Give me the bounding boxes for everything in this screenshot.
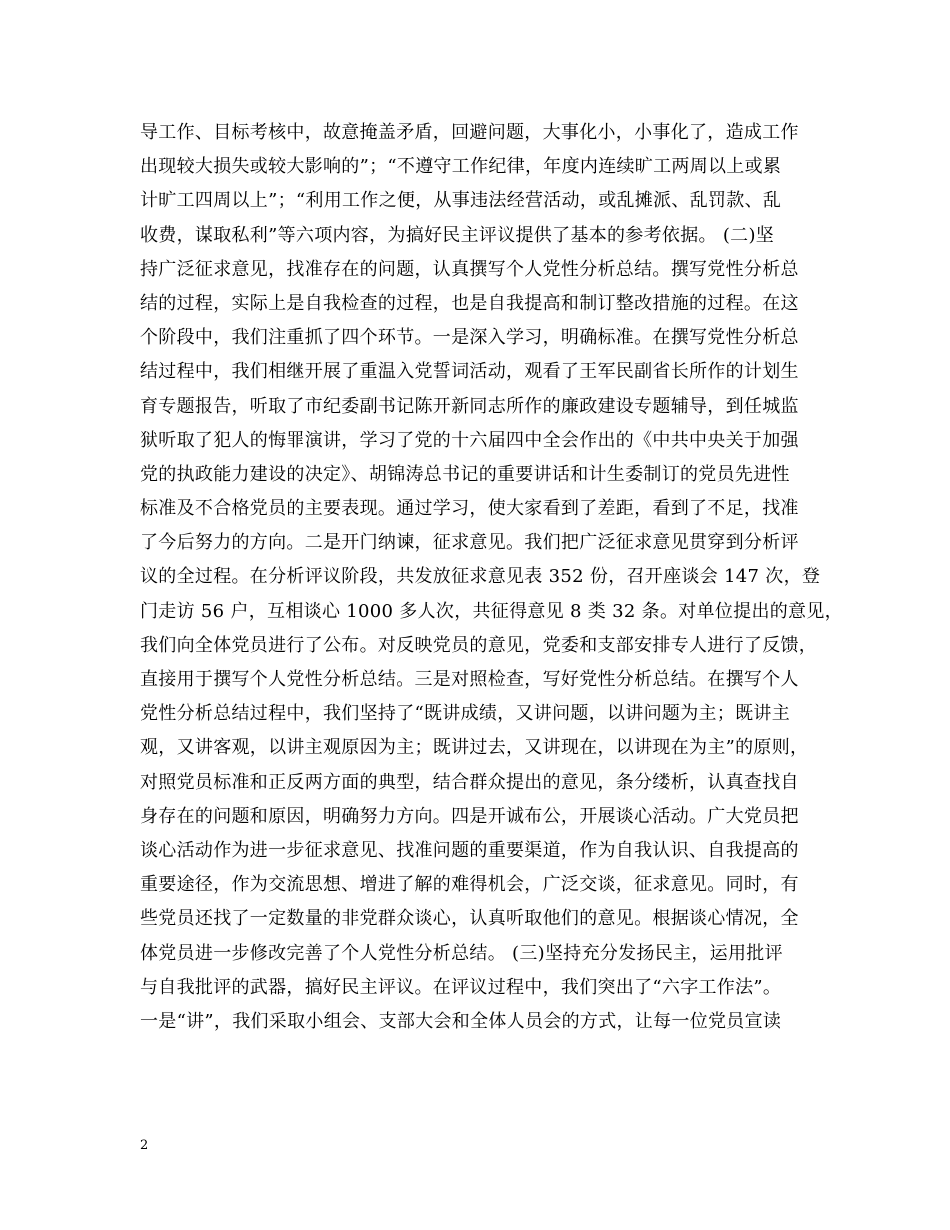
text-line: 导工作、目标考核中，故意掩盖矛盾，回避问题，大事化小，小事化了，造成工作: [140, 122, 799, 143]
text-line: 体党员进一步修改完善了个人党性分析总结。 (三)坚持充分发扬民主，运用批评: [140, 942, 783, 964]
text-line: 观，又讲客观，以讲主观原因为主；既讲过去，又讲现在，以讲现在为主”的原则，: [140, 737, 809, 759]
text-line: 育专题报告，听取了市纪委副书记陈开新同志所作的廉政建设专题辅导，到任城监: [140, 395, 799, 417]
text-line: 出现较大损失或较大影响的”；“不遵守工作纪律，年度内连续旷工两周以上或累: [140, 156, 782, 178]
text-line: 一是“讲”，我们采取小组会、支部大会和全体人员会的方式，让每一位党员宣读: [140, 1010, 782, 1032]
body-text: [140, 116, 843, 1039]
text-line: 对照党员标准和正反两方面的典型，结合群众提出的意见，条分缕析，认真查找自: [140, 771, 799, 793]
text-line: 结过程中，我们相继开展了重温入党誓词活动，观看了王军民副省长所作的计划生: [140, 361, 799, 383]
text-line: 门走访 56 户，互相谈心 1000 多人次，共征得意见 8 类 32 条。对单位提出的意见，: [140, 600, 843, 622]
text-line: 谈心活动作为进一步征求意见、找准问题的重要渠道，作为自我认识、自我提高的: [140, 839, 799, 861]
text-line: 我们向全体党员进行了公布。对反映党员的意见，党委和支部安排专人进行了反馈，: [140, 634, 818, 656]
page-number: 2: [140, 1138, 149, 1153]
text-line: 狱听取了犯人的悔罪演讲，学习了党的十六届四中全会作出的《中共中央关于加强: [140, 429, 799, 451]
text-line: 直接用于撰写个人党性分析总结。三是对照检查，写好党性分析总结。在撰写个人: [140, 669, 799, 690]
text-line: 收费，谋取私利”等六项内容，为搞好民主评议提供了基本的参考依据。 (二)坚: [140, 224, 775, 246]
text-line: 标准及不合格党员的主要表现。通过学习，使大家看到了差距，看到了不足，找准: [140, 498, 799, 520]
text-line: 结的过程，实际上是自我检查的过程，也是自我提高和制订整改措施的过程。在这: [140, 292, 799, 314]
text-line: 持广泛征求意见，找准存在的问题，认真撰写个人党性分析总结。撰写党性分析总: [140, 258, 799, 280]
text-line: 议的全过程。在分析评议阶段，共发放征求意见表 352 份，召开座谈会 147 次，登: [140, 566, 821, 588]
text-line: 与自我批评的武器，搞好民主评议。在评议过程中，我们突出了“六字工作法”。: [140, 976, 782, 998]
text-line: 了今后努力的方向。二是开门纳谏，征求意见。我们把广泛征求意见贯穿到分析评: [140, 532, 799, 554]
text-line: 党的执政能力建设的决定》、胡锦涛总书记的重要讲话和计生委制订的党员先进性: [140, 463, 790, 485]
text-line: 个阶段中，我们注重抓了四个环节。一是深入学习，明确标准。在撰写党性分析总: [140, 327, 799, 349]
text-line: 计旷工四周以上”；“利用工作之便，从事违法经营活动，或乱摊派、乱罚款、乱: [140, 190, 782, 212]
text-line: 党性分析总结过程中，我们坚持了“既讲成绩，又讲问题，以讲问题为主；既讲主: [140, 703, 790, 725]
text-line: 身存在的问题和原因，明确努力方向。四是开诚布公，开展谈心活动。广大党员把: [140, 805, 799, 827]
text-line: 重要途径，作为交流思想、增进了解的难得机会，广泛交谈，征求意见。同时，有: [140, 874, 799, 896]
text-line: 些党员还找了一定数量的非党群众谈心，认真听取他们的意见。根据谈心情况，全: [140, 908, 799, 930]
